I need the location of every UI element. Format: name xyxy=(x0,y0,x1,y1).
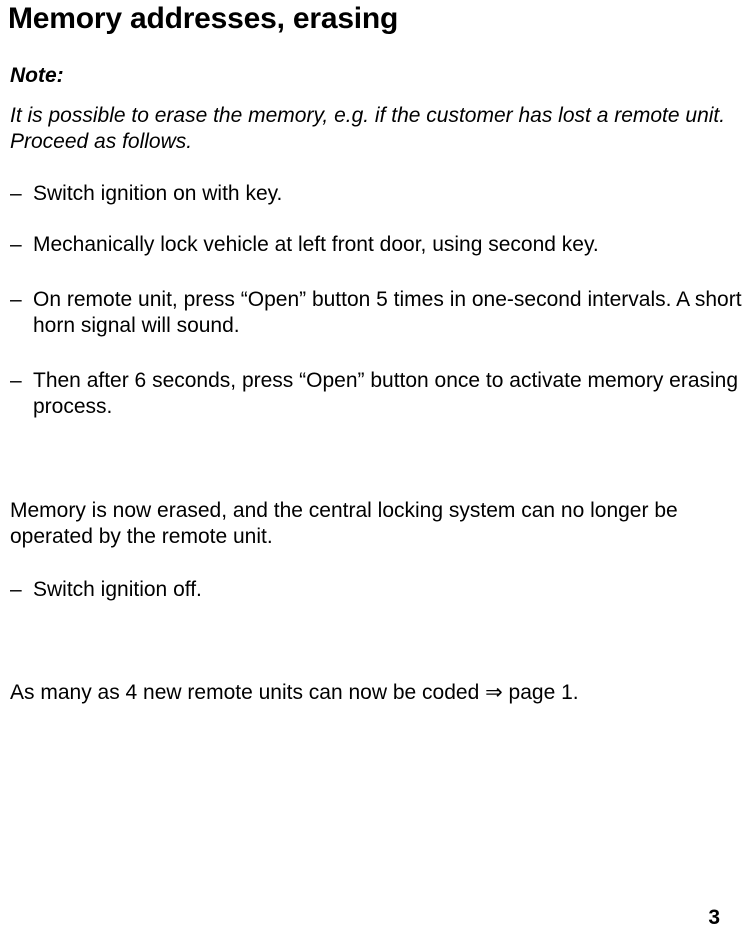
list-dash: – xyxy=(10,182,22,205)
step-item xyxy=(10,232,746,258)
step-item xyxy=(10,181,746,207)
step-item xyxy=(10,287,746,339)
note-text: It is possible to erase the memory, e.g. if the customer has lost a remote unit. Proceed as follows. xyxy=(10,104,726,153)
step-text: Switch ignition off. xyxy=(33,578,202,601)
step-text: Then after 6 seconds, press “Open” button once to activate memory erasing process. xyxy=(33,369,739,418)
step-item xyxy=(10,368,746,420)
final-text-after: page 1. xyxy=(502,681,579,704)
list-dash: – xyxy=(10,369,22,392)
note-label: Note: xyxy=(10,64,64,87)
page-title: Memory addresses, erasing xyxy=(8,2,399,35)
final-text xyxy=(10,680,746,706)
step-text: Mechanically lock vehicle at left front door, using second key. xyxy=(33,233,599,256)
list-dash: – xyxy=(10,233,22,256)
page-number: 3 xyxy=(708,906,720,929)
step-text: On remote unit, press “Open” button 5 times in one-second intervals. A short horn signal will sound. xyxy=(33,288,742,337)
list-dash: – xyxy=(10,578,22,601)
step-text: Switch ignition on with key. xyxy=(33,182,283,205)
arrow-right-icon: ⇒ xyxy=(485,681,503,704)
result-text: Memory is now erased, and the central locking system can no longer be operated by the remote unit. xyxy=(10,499,678,548)
final-text-before: As many as 4 new remote units can now be coded xyxy=(10,681,486,704)
step-item xyxy=(10,577,746,603)
list-dash: – xyxy=(10,288,22,311)
